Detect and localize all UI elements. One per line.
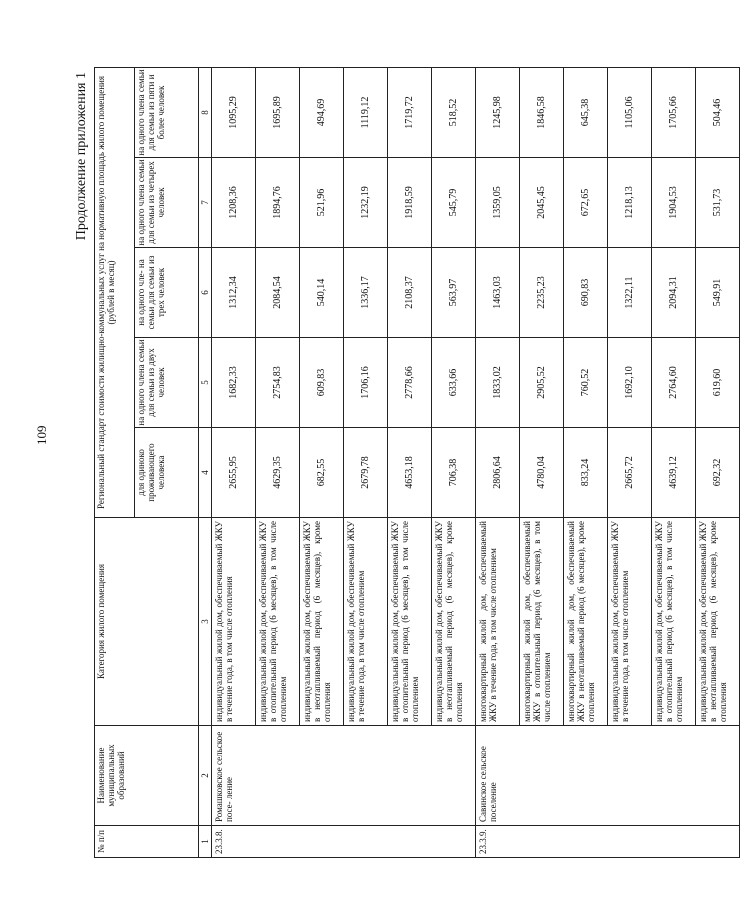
standard-value: 504,46 bbox=[696, 67, 740, 157]
col-number: 3 bbox=[199, 518, 212, 726]
standard-value: 4639,12 bbox=[652, 428, 696, 518]
standard-value: 1894,76 bbox=[256, 158, 300, 248]
row-number: 23.3.8. bbox=[212, 826, 476, 858]
standard-value: 672,65 bbox=[564, 158, 608, 248]
housing-category: многоквартирный жилой дом, обеспечиваемый ЖКУ в неотапливаемый период (6 месяцев), кроме отопления bbox=[564, 518, 608, 726]
municipality-name: Савинское сельское поселение bbox=[476, 726, 740, 826]
standard-value: 633,66 bbox=[432, 338, 476, 428]
standard-value: 540,14 bbox=[300, 248, 344, 338]
col-number: 6 bbox=[199, 248, 212, 338]
col-number: 4 bbox=[199, 428, 212, 518]
standard-value: 563,97 bbox=[432, 248, 476, 338]
standard-value: 2764,60 bbox=[652, 338, 696, 428]
col-number: 1 bbox=[199, 826, 212, 858]
col-number: 5 bbox=[199, 338, 212, 428]
standard-value: 494,69 bbox=[300, 67, 344, 157]
standards-table bbox=[94, 67, 740, 858]
standard-value: 1705,66 bbox=[652, 67, 696, 157]
housing-category: многоквартирный жилой дом, обеспечиваемый ЖКУ в течение года, в том числе отоплением bbox=[476, 518, 520, 726]
standard-value: 4780,04 bbox=[520, 428, 564, 518]
standard-value: 2905,52 bbox=[520, 338, 564, 428]
standard-value: 760,52 bbox=[564, 338, 608, 428]
standard-value: 2665,72 bbox=[608, 428, 652, 518]
standard-value: 2679,78 bbox=[344, 428, 388, 518]
standard-value: 1245,98 bbox=[476, 67, 520, 157]
standard-value: 2235,23 bbox=[520, 248, 564, 338]
housing-category: индивидуальный жилой дом, обеспечиваемый ЖКУ в отопительный период (6 месяцев), в том числе отоплением bbox=[388, 518, 432, 726]
housing-category: многоквартирный жилой дом, обеспечиваемый ЖКУ в отопительный период (6 месяцев), в том числе отоплением bbox=[520, 518, 564, 726]
standard-value: 1105,06 bbox=[608, 67, 652, 157]
standard-value: 518,52 bbox=[432, 67, 476, 157]
header-standard: Региональный стандарт стоимости жилищно-коммунальных услуг на нормативную площадь жилого помещения (рублей в месяц) bbox=[95, 67, 135, 517]
standard-value: 1208,36 bbox=[212, 158, 256, 248]
standard-value: 531,73 bbox=[696, 158, 740, 248]
standard-value: 645,38 bbox=[564, 67, 608, 157]
housing-category: индивидуальный жилой дом, обеспечиваемый ЖКУ в течение года, в том числе отоплением bbox=[344, 518, 388, 726]
standard-value: 706,38 bbox=[432, 428, 476, 518]
housing-category: индивидуальный жилой дом, обеспечиваемый ЖКУ в неотапливаемый период (6 месяцев), кроме отопления bbox=[432, 518, 476, 726]
municipality-name: Ромашковское сельское посе- ление bbox=[212, 726, 476, 826]
standard-value: 4629,35 bbox=[256, 428, 300, 518]
standard-value: 1719,72 bbox=[388, 67, 432, 157]
standard-value: 2655,95 bbox=[212, 428, 256, 518]
standard-value: 1359,05 bbox=[476, 158, 520, 248]
standard-value: 1322,11 bbox=[608, 248, 652, 338]
housing-category: индивидуальный жилой дом, обеспечиваемый ЖКУ в течение года, в том числе отопления bbox=[212, 518, 256, 726]
standard-value: 1336,17 bbox=[344, 248, 388, 338]
housing-category: индивидуальный жилой дом, обеспечиваемый ЖКУ в течение года, в том числе отоплением bbox=[608, 518, 652, 726]
standard-value: 692,32 bbox=[696, 428, 740, 518]
standard-value: 619,60 bbox=[696, 338, 740, 428]
page-number: 109 bbox=[34, 425, 49, 445]
standard-value: 1312,34 bbox=[212, 248, 256, 338]
standard-value: 1218,13 bbox=[608, 158, 652, 248]
standard-value: 1918,59 bbox=[388, 158, 432, 248]
standard-value: 690,83 bbox=[564, 248, 608, 338]
standard-value: 2778,66 bbox=[388, 338, 432, 428]
header-no: № п/п bbox=[95, 826, 199, 858]
standard-value: 1682,33 bbox=[212, 338, 256, 428]
header-sub-1: для одиноко проживающего человека bbox=[135, 428, 199, 518]
standard-value: 545,79 bbox=[432, 158, 476, 248]
col-number: 2 bbox=[199, 726, 212, 826]
standard-value: 2806,64 bbox=[476, 428, 520, 518]
standard-value: 2094,31 bbox=[652, 248, 696, 338]
standard-value: 2754,83 bbox=[256, 338, 300, 428]
standard-value: 2108,37 bbox=[388, 248, 432, 338]
table-row bbox=[476, 67, 520, 857]
housing-category: индивидуальный жилой дом, обеспечиваемый ЖКУ в неотапливаемый период (6 месяцев), кроме отопления bbox=[696, 518, 740, 726]
standard-value: 521,96 bbox=[300, 158, 344, 248]
table-row bbox=[212, 67, 256, 857]
standard-value: 1463,03 bbox=[476, 248, 520, 338]
standard-value: 1095,29 bbox=[212, 67, 256, 157]
standard-value: 1904,53 bbox=[652, 158, 696, 248]
header-sub-4: на одного члена семьи для семьи из четырех человек bbox=[135, 158, 199, 248]
standard-value: 1833,02 bbox=[476, 338, 520, 428]
col-number: 8 bbox=[199, 67, 212, 157]
continuation-title: Продолжение приложения 1 bbox=[74, 72, 89, 241]
standard-value: 833,24 bbox=[564, 428, 608, 518]
standard-value: 1692,10 bbox=[608, 338, 652, 428]
header-category: Категория жилого помещения bbox=[95, 518, 199, 726]
standard-value: 2045,45 bbox=[520, 158, 564, 248]
row-number: 23.3.9. bbox=[476, 826, 740, 858]
standard-value: 1232,19 bbox=[344, 158, 388, 248]
standard-value: 2084,54 bbox=[256, 248, 300, 338]
table-body bbox=[212, 67, 740, 857]
standard-value: 1119,12 bbox=[344, 67, 388, 157]
header-municipality: Наименование муниципальных образований bbox=[95, 726, 199, 826]
header-sub-3: на одного чле- на семьи для семьи из трех человек bbox=[135, 248, 199, 338]
standard-value: 609,83 bbox=[300, 338, 344, 428]
header-sub-2: на одного члена семьи для семьи из двух человек bbox=[135, 338, 199, 428]
housing-category: индивидуальный жилой дом, обеспечиваемый ЖКУ в неотапливаемый период (6 месяцев), кроме отопления bbox=[300, 518, 344, 726]
standard-value: 682,55 bbox=[300, 428, 344, 518]
standard-value: 1695,89 bbox=[256, 67, 300, 157]
housing-category: индивидуальный жилой дом, обеспечиваемый ЖКУ в отопительный период (6 месяцев), в том числе отоплением bbox=[256, 518, 300, 726]
rotated-page bbox=[72, 68, 728, 858]
standard-value: 1846,58 bbox=[520, 67, 564, 157]
col-number: 7 bbox=[199, 158, 212, 248]
header-sub-5: на одного члена семьи для семьи из пяти и более человек bbox=[135, 67, 199, 157]
standard-value: 549,91 bbox=[696, 248, 740, 338]
standard-value: 1706,16 bbox=[344, 338, 388, 428]
housing-category: индивидуальный жилой дом, обеспечиваемый ЖКУ в отопительный период (6 месяцев), в том числе отоплением bbox=[652, 518, 696, 726]
standard-value: 4653,18 bbox=[388, 428, 432, 518]
